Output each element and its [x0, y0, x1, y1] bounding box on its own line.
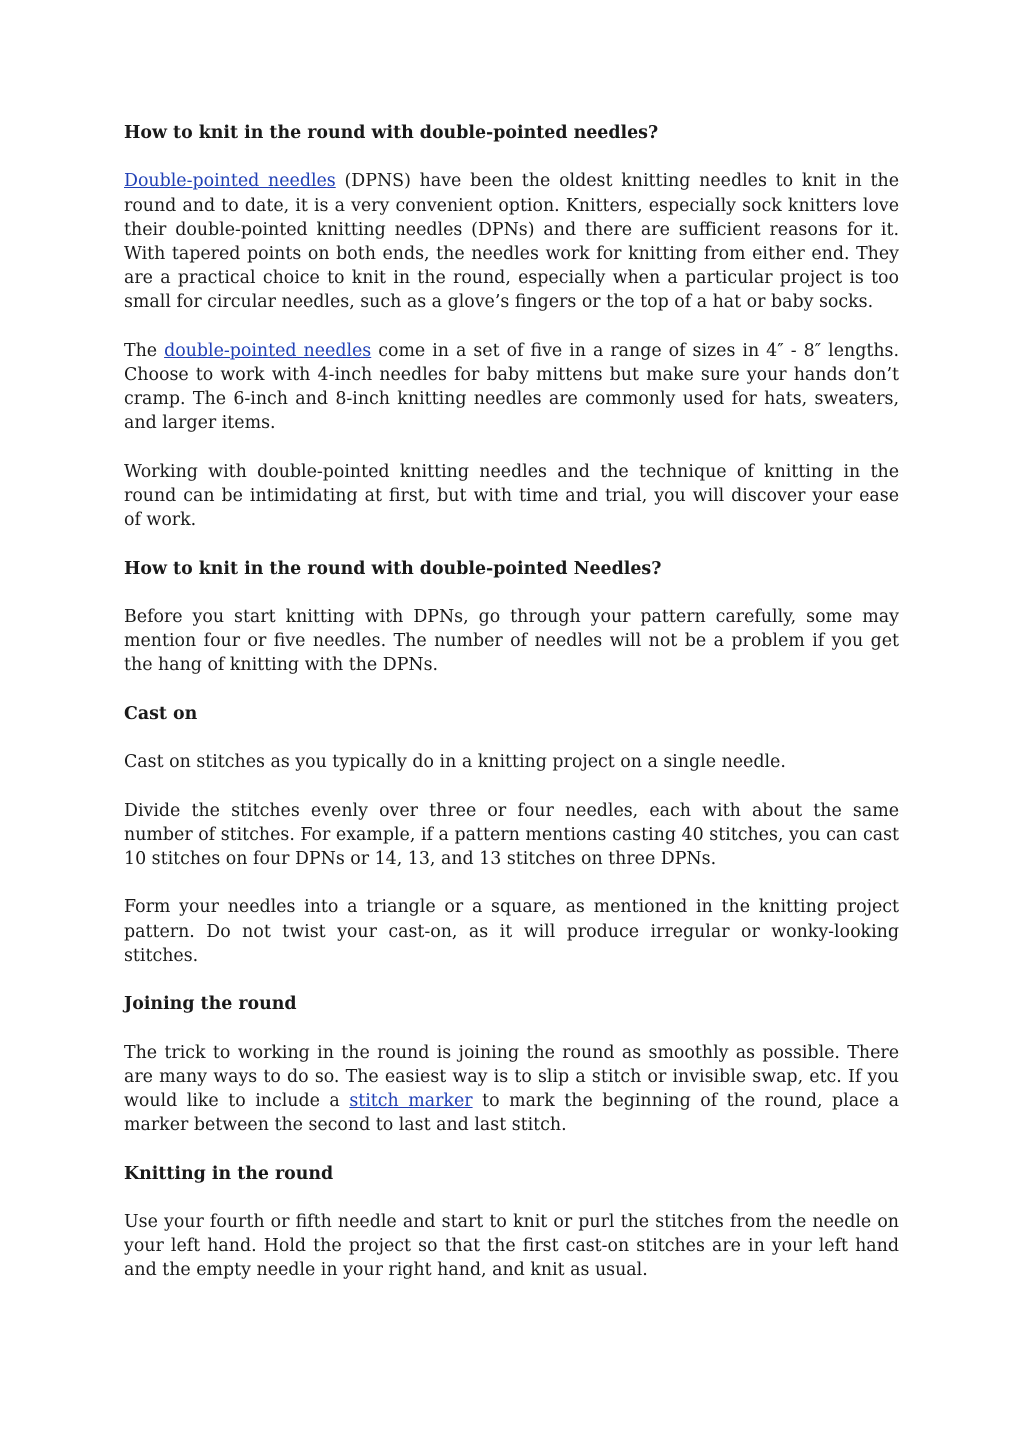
article-title: How to knit in the round with double-pointed needles?: [124, 123, 659, 143]
technique-paragraph: Working with double-pointed knitting needles and the technique of knitting in the round can be intimidating at first, but with time and trial, you will discover your ease of work.: [124, 461, 899, 531]
joining-paragraph: [124, 1041, 899, 1138]
pattern-paragraph: Before you start knitting with DPNs, go through your pattern carefully, some may mention four or five needles. The number of needles will not be a problem if you get the hang of knitting with the DPNs.: [124, 606, 899, 676]
intro-paragraph-text: (DPNS) have been the oldest knitting needles to knit in the round and to date, it is a very convenient option. Knitters, especially sock knitters love their double-pointed knitting needles (DPNs) and there are sufficient reasons for it. With tapered points on both ends, the needles work for knitting from either end. They are a practical choice to knit in the round, especially when a particular project is too small for circular needles, such as a glove’s fingers or the top of a hat or baby socks.: [124, 171, 899, 313]
section-heading-how-to: How to knit in the round with double-pointed Needles?: [124, 558, 662, 579]
joining-paragraph-lead: The trick to working in the round is joining the round as smoothly as possible. There are many ways to do so. The easiest way is to slip a stitch or invisible swap, etc. If you would like to include a: [124, 1042, 899, 1111]
sizes-paragraph-text: come in a set of five in a range of sizes in 4″ - 8″ lengths. Choose to work with 4-inch needles for baby mittens but make sure your hands don’t cramp. The 6-inch and 8-inch knitting needles are commonly used for hats, sweaters, and larger items.: [124, 340, 899, 434]
divide-stitches-paragraph: Divide the stitches evenly over three or four needles, each with about the same number of stitches. For example, if a pattern mentions casting 40 stitches, you can cast 10 stitches on four DPNs or 14, 13, and 13 stitches on three DPNs.: [124, 800, 899, 869]
sizes-paragraph: [124, 339, 899, 436]
section-heading-joining: Joining the round: [124, 994, 297, 1015]
intro-paragraph: [124, 169, 899, 314]
knitting-paragraph: Use your fourth or fifth needle and start to knit or purl the stitches from the needle on your left hand. Hold the project so that the first cast-on stitches are in your left hand and the empty needle in your right hand, and knit as usual.: [124, 1211, 899, 1281]
document-page: [124, 121, 899, 1307]
double-pointed-needles-link-2[interactable]: double-pointed needles: [164, 340, 372, 361]
stitch-marker-link[interactable]: stitch marker: [349, 1090, 473, 1111]
joining-paragraph-text: to mark the beginning of the round, place a marker between the second to last and last stitch.: [124, 1090, 900, 1136]
section-heading-knitting: Knitting in the round: [124, 1163, 334, 1184]
form-needles-paragraph: Form your needles into a triangle or a square, as mentioned in the knitting project pattern. Do not twist your cast-on, as it will produce irregular or wonky-looking stitches.: [124, 897, 899, 966]
double-pointed-needles-link[interactable]: Double-pointed needles: [124, 171, 336, 192]
sizes-paragraph-lead: The: [124, 340, 165, 361]
cast-on-paragraph: Cast on stitches as you typically do in a knitting project on a single needle.: [124, 752, 786, 773]
section-heading-cast-on: Cast on: [124, 703, 198, 724]
